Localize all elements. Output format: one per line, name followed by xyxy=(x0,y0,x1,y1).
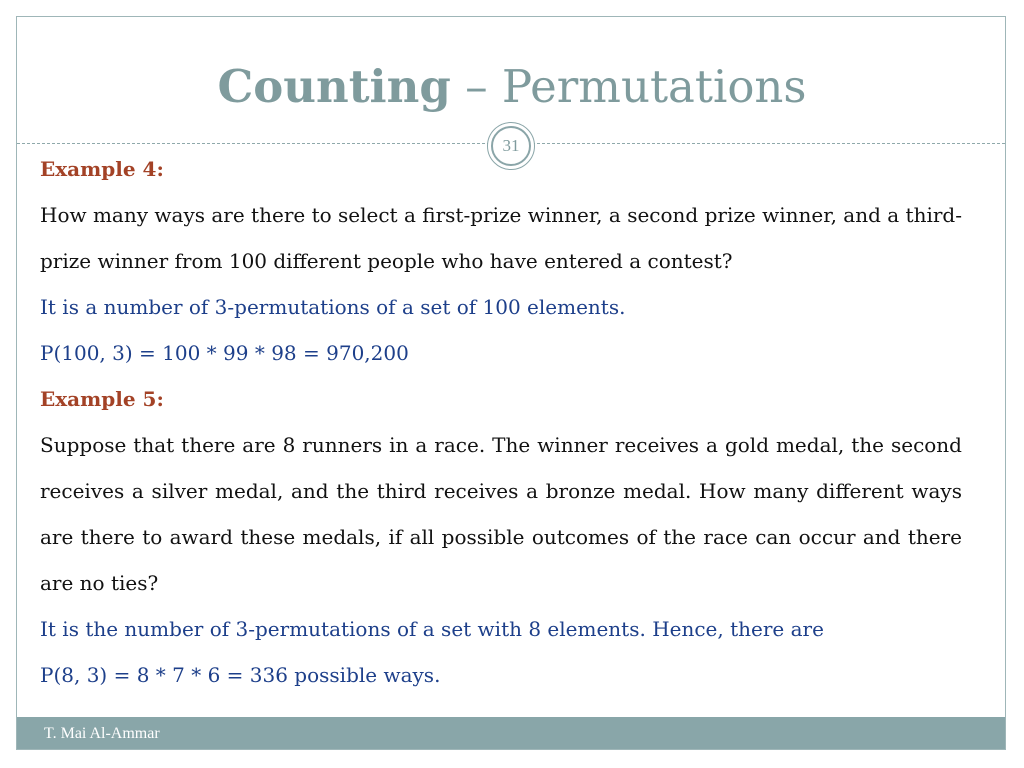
example-5-formula: P(8, 3) = 8 * 7 * 6 = 336 possible ways. xyxy=(40,663,441,687)
example-4-question: How many ways are there to select a first-prize winner, a second prize winner, and a third-prize winner from 100 different people who have entered a contest? xyxy=(40,203,962,273)
example-4-formula: P(100, 3) = 100 * 99 * 98 = 970,200 xyxy=(40,341,409,365)
page-number: 31 xyxy=(491,126,531,166)
example-4-heading: Example 4: xyxy=(40,157,164,181)
example-5-heading: Example 5: xyxy=(40,387,164,411)
example-5-question: Suppose that there are 8 runners in a race. The winner receives a gold medal, the second receives a silver medal, and the third receives a bronze medal. How many different ways are there to award these medals, if all possible outcomes of the race can occur and there are no ties? xyxy=(40,433,962,595)
slide-title xyxy=(17,57,1007,117)
slide-content xyxy=(40,146,962,698)
footer-bar xyxy=(17,717,1005,749)
example-4-answer-line: It is a number of 3-permutations of a set of 100 elements. xyxy=(40,295,626,319)
footer-author: T. Mai Al-Ammar xyxy=(44,725,160,742)
example-5-answer-line: It is the number of 3-permutations of a set with 8 elements. Hence, there are xyxy=(40,617,824,641)
title-bold-part: Counting xyxy=(217,60,451,113)
slide xyxy=(16,16,1006,750)
title-rest-part: – Permutations xyxy=(450,60,807,113)
